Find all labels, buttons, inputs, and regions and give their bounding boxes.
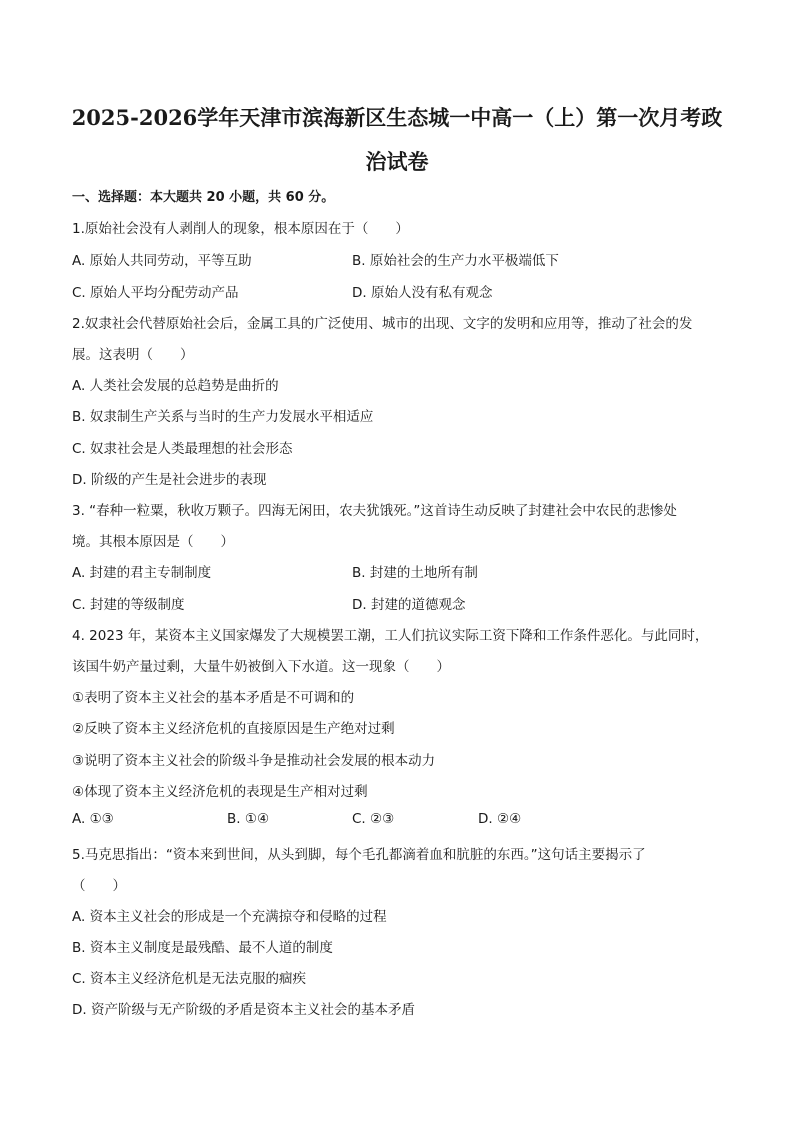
q3-option-a: A. 封建的君主专制制度 <box>72 565 212 581</box>
q4-stem-line2: 该国牛奶产量过剩，大量牛奶被倒入下水道。这一现象（ ） <box>72 659 450 675</box>
q1-option-d: D. 原始人没有私有观念 <box>352 285 493 301</box>
exam-title-line1: 2025-2026学年天津市滨海新区生态城一中高一（上）第一次月考政 <box>71 105 723 130</box>
q3-option-d: D. 封建的道德观念 <box>352 597 466 613</box>
q2-option-b: B. 奴隶制生产关系与当时的生产力发展水平相适应 <box>72 409 374 425</box>
q1-stem: 1.原始社会没有人剥削人的现象，根本原因在于（ ） <box>72 221 409 237</box>
q2-option-c: C. 奴隶社会是人类最理想的社会形态 <box>72 441 293 457</box>
q4-statement-3: ③说明了资本主义社会的阶级斗争是推动社会发展的根本动力 <box>72 753 436 769</box>
q2-stem-line2: 展。这表明（ ） <box>72 347 194 363</box>
q2-option-a: A. 人类社会发展的总趋势是曲折的 <box>72 378 279 394</box>
q4-statement-2: ②反映了资本主义经济危机的直接原因是生产绝对过剩 <box>72 721 395 737</box>
q2-stem-line1: 2.奴隶社会代替原始社会后，金属工具的广泛使用、城市的出现、文字的发明和应用等，推动了社会的发 <box>72 316 693 332</box>
exam-title-line2: 治试卷 <box>365 149 429 174</box>
q3-stem-line1: 3. “春种一粒粟，秋收万颗子。四海无闲田，农夫犹饿死。”这首诗生动反映了封建社会中农民的悲惨处 <box>72 503 677 519</box>
q5-option-b: B. 资本主义制度是最残酷、最不人道的制度 <box>72 940 333 956</box>
q5-option-c: C. 资本主义经济危机是无法克服的痼疾 <box>72 971 307 987</box>
q4-option-d: D. ②④ <box>478 811 522 827</box>
q5-stem-line1: 5.马克思指出：“资本来到世间，从头到脚，每个毛孔都滴着血和肮脏的东西。”这句话主要揭示了 <box>72 847 646 863</box>
q3-option-b: B. 封建的土地所有制 <box>352 565 478 581</box>
q5-stem-line2: （ ） <box>72 878 126 894</box>
q4-option-a: A. ①③ <box>72 811 114 827</box>
q5-option-a: A. 资本主义社会的形成是一个充满掠夺和侵略的过程 <box>72 909 387 925</box>
q4-statement-4: ④体现了资本主义经济危机的表现是生产相对过剩 <box>72 784 368 800</box>
q4-option-b: B. ①④ <box>227 811 270 827</box>
q4-stem-line1: 4. 2023 年，某资本主义国家爆发了大规模罢工潮，工人们抗议实际工资下降和工作条件恶化。与此同时， <box>72 628 709 644</box>
q4-statement-1: ①表明了资本主义社会的基本矛盾是不可调和的 <box>72 690 355 706</box>
q5-option-d: D. 资产阶级与无产阶级的矛盾是资本主义社会的基本矛盾 <box>72 1002 415 1018</box>
q1-option-b: B. 原始社会的生产力水平极端低下 <box>352 253 559 269</box>
q1-option-a: A. 原始人共同劳动，平等互助 <box>72 253 252 269</box>
q3-option-c: C. 封建的等级制度 <box>72 597 185 613</box>
q1-option-c: C. 原始人平均分配劳动产品 <box>72 285 239 301</box>
q4-option-c: C. ②③ <box>352 811 395 827</box>
section-heading: 一、选择题：本大题共 20 小题，共 60 分。 <box>72 190 335 205</box>
q3-stem-line2: 境。其根本原因是（ ） <box>72 534 234 550</box>
q2-option-d: D. 阶级的产生是社会进步的表现 <box>72 472 267 488</box>
